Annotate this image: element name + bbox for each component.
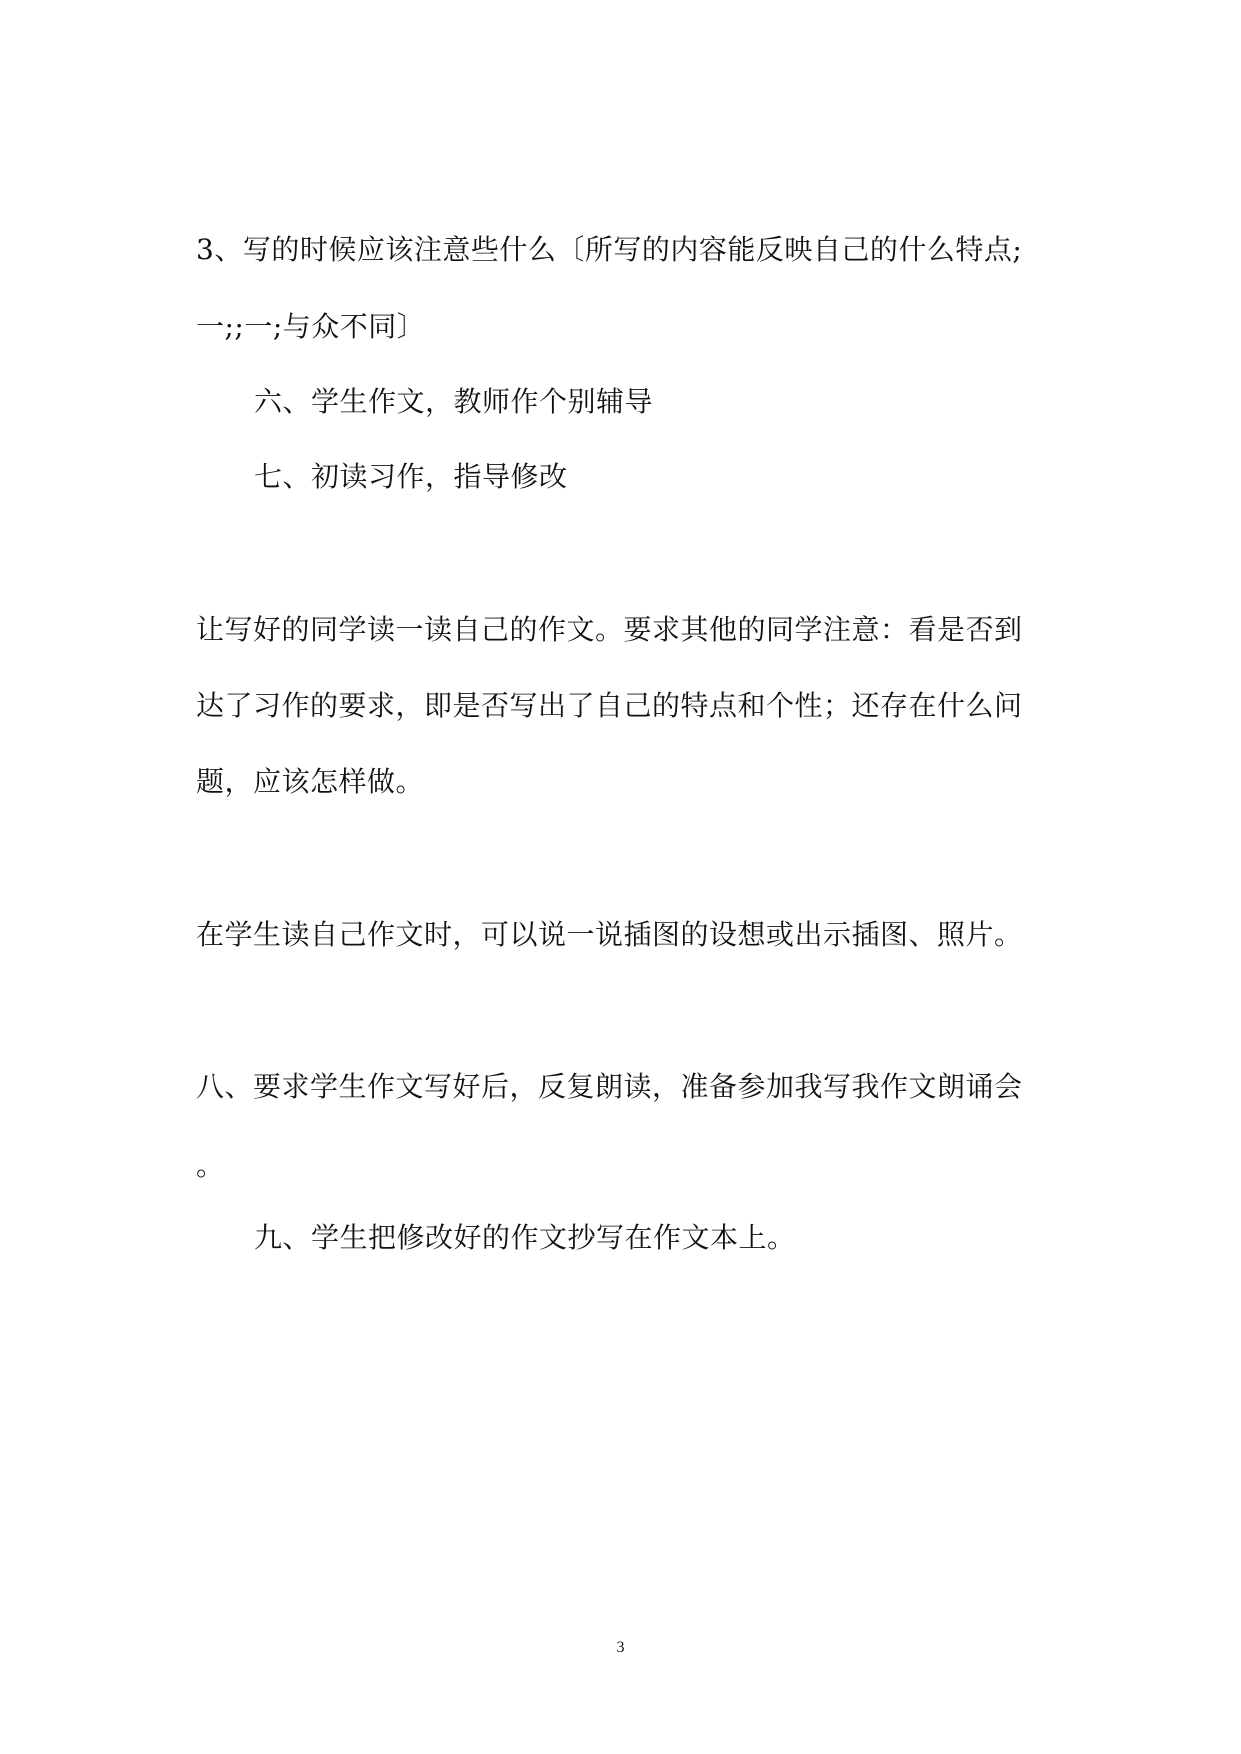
page-number: 3 (616, 1639, 625, 1656)
section-heading-7: 七、初读习作，指导修改 (254, 460, 568, 493)
text-line-8: 在学生读自己作文时，可以说一说插图的设想或出示插图、照片。 (196, 918, 1023, 951)
section-heading-9: 九、学生把修改好的作文抄写在作文本上。 (254, 1221, 796, 1254)
text-line-10: 。 (196, 1149, 225, 1182)
text-line-2: 一;;一;与众不同〕 (196, 310, 426, 343)
text-line-7: 题，应该怎样做。 (196, 765, 425, 798)
section-heading-6: 六、学生作文，教师作个别辅导 (254, 385, 654, 418)
text-line-1: 3、写的时候应该注意些什么〔所写的内容能反映自己的什么特点; (196, 233, 1023, 266)
text-line-5: 让写好的同学读一读自己的作文。要求其他的同学注意：看是否到 (196, 613, 1023, 646)
text-line-6: 达了习作的要求，即是否写出了自己的特点和个性；还存在什么问 (196, 689, 1023, 722)
section-heading-8: 八、要求学生作文写好后，反复朗读，准备参加我写我作文朗诵会 (196, 1070, 1023, 1103)
